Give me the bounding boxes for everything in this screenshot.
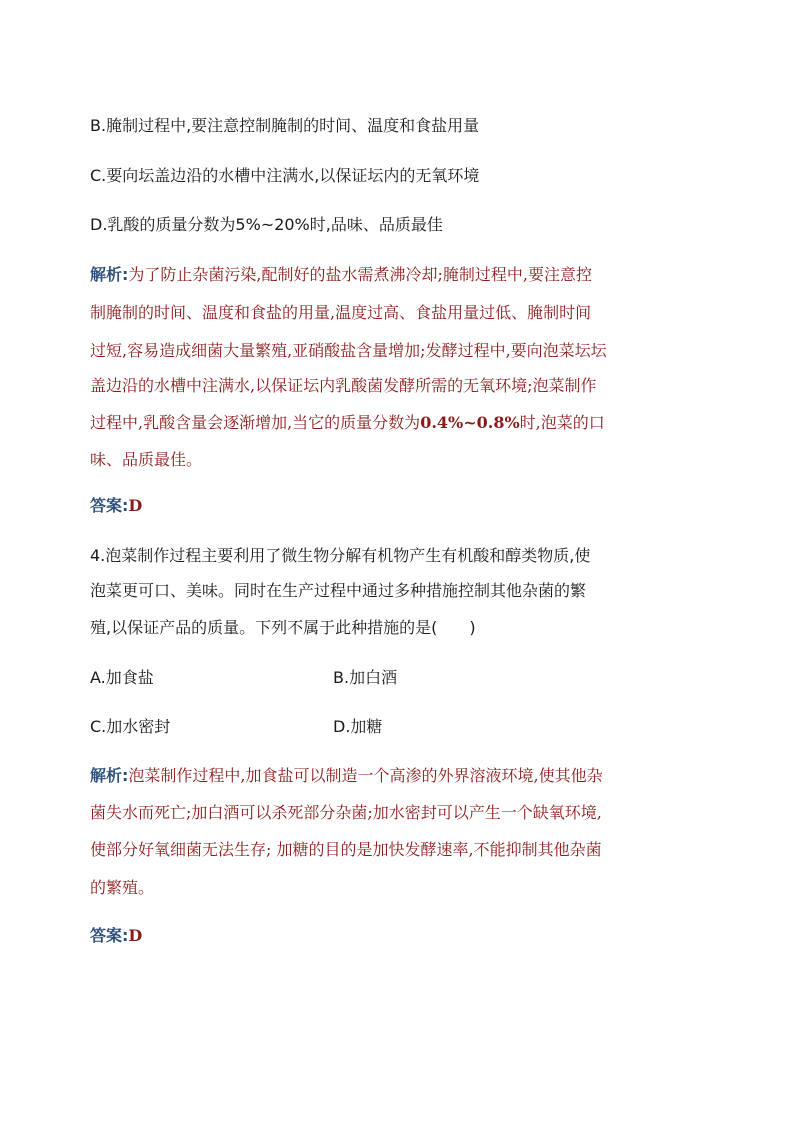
q3-explanation-line-5 xyxy=(90,415,605,431)
q3-answer-label: 答案: xyxy=(90,496,129,515)
q4-stem-line-3: 殖,以保证产品的质量。下列不属于此种措施的是( ) xyxy=(90,618,476,637)
q3-explanation-line-2: 制腌制的时间、温度和食盐的用量,温度过高、食盐用量过低、腌制时间 xyxy=(90,303,592,322)
q3-explanation-label: 解析: xyxy=(90,265,129,284)
q4-option-a: A.加食盐 xyxy=(90,668,154,687)
q3-option-c: C.要向坛盖边沿的水槽中注满水,以保证坛内的无氧环境 xyxy=(90,166,480,185)
q3-explanation-line-6: 味、品质最佳。 xyxy=(90,450,203,469)
q4-option-b: B.加白酒 xyxy=(333,668,398,687)
q4-explanation-line-2: 菌失水而死亡;加白酒可以杀死部分杂菌;加水密封可以产生一个缺氧环境, xyxy=(90,803,602,822)
q4-answer-label: 答案: xyxy=(90,926,129,945)
q3-explanation-text-5a: 过程中,乳酸含量会逐渐增加,当它的质量分数为 xyxy=(90,413,421,432)
q3-explanation-percent: 0.4%~0.8% xyxy=(420,413,520,432)
q3-explanation-line-3: 过短,容易造成细菌大量繁殖,亚硝酸盐含量增加;发酵过程中,要向泡菜坛坛 xyxy=(90,341,607,360)
q3-explanation-text-1: 为了防止杂菌污染,配制好的盐水需煮沸冷却;腌制过程中,要注意控 xyxy=(128,265,592,284)
q3-explanation-line-1 xyxy=(90,267,592,283)
q4-stem-line-2: 泡菜更可口、美味。同时在生产过程中通过多种措施控制其他杂菌的繁 xyxy=(90,581,587,600)
q4-option-c: C.加水密封 xyxy=(90,717,171,736)
q4-explanation-text-1: 泡菜制作过程中,加食盐可以制造一个高渗的外界溶液环境,使其他杂 xyxy=(128,766,603,785)
q3-answer xyxy=(90,498,142,514)
q3-explanation-line-4: 盖边沿的水槽中注满水,以保证坛内乳酸菌发酵所需的无氧环境;泡菜制作 xyxy=(90,376,597,395)
q4-option-d: D.加糖 xyxy=(333,717,383,736)
q4-stem-line-1: 4.泡菜制作过程主要利用了微生物分解有机物产生有机酸和醇类物质,使 xyxy=(90,546,591,565)
q4-explanation-line-3: 使部分好氧细菌无法生存; 加糖的目的是加快发酵速率,不能抑制其他杂菌 xyxy=(90,840,602,859)
q3-option-b: B.腌制过程中,要注意控制腌制的时间、温度和食盐用量 xyxy=(90,116,480,135)
q3-option-d: D.乳酸的质量分数为5%~20%时,品味、品质最佳 xyxy=(90,215,443,234)
q4-answer-value: D xyxy=(128,926,143,945)
q3-answer-value: D xyxy=(128,496,143,515)
q4-explanation-label: 解析: xyxy=(90,766,129,785)
q3-explanation-text-5b: 时,泡菜的口 xyxy=(519,413,605,432)
q4-answer xyxy=(90,928,142,944)
q4-explanation-line-4: 的繁殖。 xyxy=(90,878,155,897)
q4-explanation-line-1 xyxy=(90,768,603,784)
